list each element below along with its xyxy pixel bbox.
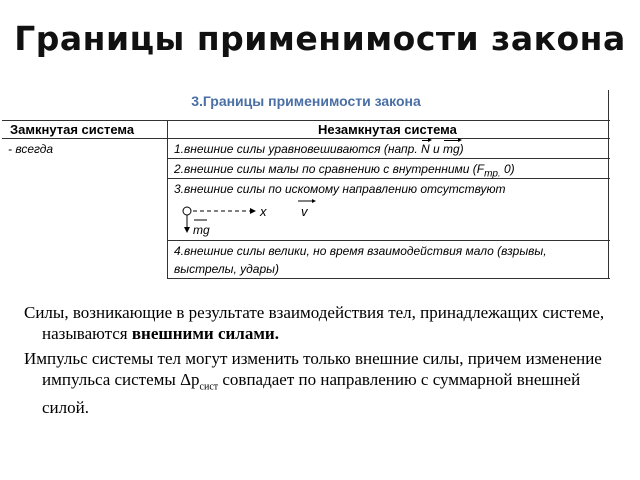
table-row-2 bbox=[174, 162, 515, 181]
row-1-suffix: ) bbox=[459, 142, 464, 156]
table-rule bbox=[167, 120, 168, 278]
table-caption: 3.Границы применимости закона bbox=[191, 93, 421, 109]
p1-text: Силы, возникающие в результате взаимодействия тел, принадлежащих системе, называются bbox=[24, 303, 605, 343]
paragraph-external-forces bbox=[24, 302, 614, 344]
row-4-line-2: выстрелы, удары) bbox=[174, 262, 279, 276]
closed-system-value: - всегда bbox=[8, 142, 54, 156]
gravity-label: mg bbox=[193, 223, 210, 237]
axis-x-label: x bbox=[260, 204, 267, 219]
vector-mg: mg bbox=[443, 142, 460, 156]
table-rule bbox=[608, 90, 609, 278]
p2-after: совпадает по направлению с суммарной внешней силой. bbox=[42, 370, 581, 418]
row-4-line-1: 4.внешние силы велики, но время взаимодействия мало (взрывы, bbox=[174, 244, 547, 258]
momentum-sub: сист bbox=[199, 381, 219, 393]
body-circle bbox=[183, 207, 191, 215]
row-2-text: 2.внешние силы малы по сравнению с внутренними ( bbox=[174, 162, 477, 176]
vector-n: N bbox=[420, 142, 430, 156]
friction-force: F bbox=[476, 162, 485, 176]
body-text bbox=[24, 302, 614, 422]
paragraph-momentum bbox=[24, 348, 614, 418]
momentum-delta: Δp bbox=[180, 370, 200, 389]
table-row-3: 3.внешние силы по искомому направлению отсутствуют bbox=[174, 182, 506, 196]
table-rule bbox=[167, 240, 610, 241]
page-title: Границы применимости закона bbox=[14, 19, 626, 58]
table-rule bbox=[167, 278, 610, 279]
friction-sub: тр. bbox=[484, 168, 501, 180]
motion-diagram bbox=[174, 196, 344, 238]
gravity-arrowhead bbox=[184, 227, 190, 233]
table-rule bbox=[2, 120, 610, 121]
table-rule bbox=[2, 138, 610, 139]
x-axis-arrow bbox=[250, 208, 256, 214]
p2-before: Импульс системы тел могут изменить только внешние силы, причем изменение импульса системы bbox=[24, 349, 602, 389]
row-1-text: 1.внешние силы уравновешиваются (напр. bbox=[174, 142, 421, 156]
table-row-4 bbox=[174, 244, 547, 276]
velocity-arrowhead bbox=[312, 199, 316, 203]
col-header-closed: Замкнутая система bbox=[10, 122, 135, 137]
table-rule bbox=[167, 158, 610, 159]
table-row-1 bbox=[174, 142, 464, 156]
applicability-table bbox=[2, 90, 610, 280]
col-header-open: Незамкнутая система bbox=[318, 122, 457, 137]
velocity-label: v bbox=[301, 204, 308, 219]
row-1-mid: и bbox=[429, 142, 443, 156]
p1-bold: внешними силами. bbox=[131, 324, 279, 343]
row-2-suffix: 0) bbox=[500, 162, 515, 176]
